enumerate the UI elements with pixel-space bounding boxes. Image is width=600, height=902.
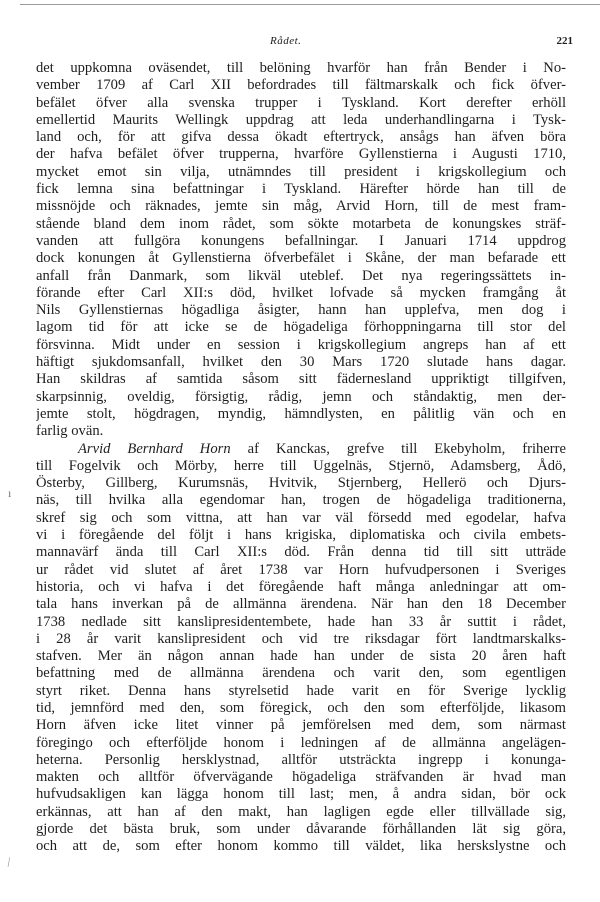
first-line-rest: af Kanckas, grefve till Ekebyholm, friherre (230, 440, 566, 457)
text-line: jemte stolt, högdragen, myndig, hämndlysten, en pålitlig vän och en (36, 405, 566, 422)
text-line: försvinna. Midt under en session i krigskollegium angreps han af ett (36, 336, 566, 353)
text-line: mannavärf ända till Carl XII:s död. Från denna tid till sitt utträde (36, 544, 566, 561)
text-line: fick lemna sina befattningar i Tyskland. Härefter hörde han till de (36, 181, 566, 198)
text-line: tala hans inverkan på de allmänna ärendena. När han den 18 December (36, 596, 566, 613)
text-line: ur rådet vid slutet af året 1738 var Horn hufvudpersonen i Sveriges (36, 561, 566, 578)
paragraph-2 (36, 441, 566, 856)
text-line: tid, jemnförd med den, som föregick, och den som efterföljde, likasom (36, 699, 566, 716)
text-line: 1738 nedlade sitt kanslipresidentembete, hade han 33 år suttit i rådet, (36, 613, 566, 630)
text-line: skarpsinnig, oveldig, försigtig, rådig, jemn och ståndaktig, men der- (36, 388, 566, 405)
text-line: Nils Gyllenstiernas högadliga åsigter, hann han upplefva, men dog i (36, 302, 566, 319)
text-line: historia, och vi hafva i det föregående haft många anledningar att om- (36, 578, 566, 595)
text-line: Han skildras af samtida såsom sitt fädernesland uppriktigt tillgifven, (36, 371, 566, 388)
paragraph-1 (36, 60, 566, 441)
margin-mark: ⁄ (4, 855, 13, 869)
top-border-rule (20, 4, 600, 5)
text-line: dock konungen åt Gyllenstierna öfverbefälet i Skåne, der man befarade ett (36, 250, 566, 267)
text-line: stafven. Mer än någon annan hade han under de sista 20 åren haft (36, 648, 566, 665)
text-line: der hafva befälet öfver trupperna, hvarföre Gyllenstierna i Augusti 1710, (36, 146, 566, 163)
text-line: land och, för att gifva dessa ökadt eftertryck, ansågs han äfven böra (36, 129, 566, 146)
text-line: befattning med de allmänna ärendena och varit den, som egentligen (36, 665, 566, 682)
text-line: anfall från Danmark, som likväl uteblef. Det nya regeringssättets in- (36, 267, 566, 284)
text-line: föregingo och efterföljde honom i ledningen af de allmänna angelägen- (36, 734, 566, 751)
text-line: vanden att fullgöra konungens befallningar. I Januari 1714 uppdrog (36, 232, 566, 249)
text-line: makten och alltför öfvervägande högadeliga sträfvanden är hvad man (36, 769, 566, 786)
text-line: till Fogelvik och Mörby, herre till Uggelnäs, Stjernö, Adamsberg, Ådö, (36, 457, 566, 474)
text-line: stående bland dem inom rådet, som sökte motarbeta de konungskes sträf- (36, 215, 566, 232)
text-line: heterna. Personlig hersklystnad, alltför utsträckta ingrepp i konunga- (36, 751, 566, 768)
margin-mark: ı (8, 486, 12, 500)
body-text (36, 60, 566, 856)
text-line: styrt riket. Denna hans styrelsetid hade varit en för Sverige lycklig (36, 682, 566, 699)
text-line: vember 1709 af Carl XII befordrades till fältmarskalk och fick öfver- (36, 77, 566, 94)
text-line: erkännas, att han af den makt, han lagligen egde eller tillvällade sig, (36, 803, 566, 820)
text-line: farlig ovän. (36, 423, 104, 440)
text-line: skref sig och som vittna, att han var väl försedd med egodelar, hafva (36, 509, 566, 526)
text-line: vi i föregående del följt i hans krigiska, diplomatiska och civila embets- (36, 527, 566, 544)
text-line: gjorde det bästa bruk, som under dåvarande förhållanden lät sig göra, (36, 821, 566, 838)
person-name: Arvid Bernhard Horn (78, 440, 231, 457)
text-line-first (36, 441, 566, 458)
text-line: emellertid Maurits Wellingk uppdrag att leda underhandlingarna i Tysk- (36, 111, 566, 128)
page-number: 221 (556, 35, 573, 47)
text-line: och att de, som efter honom kommo till väldet, lika herskslystne och (36, 838, 566, 855)
text-line: det uppkomna oväsendet, till belöning hvarför han från Bender i No- (36, 60, 566, 76)
text-line: Horn äfven icke litet vinner på jemförelsen med dem, som närmast (36, 717, 566, 734)
text-line: förande efter Carl XII:s död, hvilket lofvade så mycken framgång åt (36, 284, 566, 301)
text-line: hufvudsakligen kan lägga honom till last; men, å andra sidan, bör ock (36, 786, 566, 803)
text-line: mycket emot sin vilja, utnämndes till president i krigskollegium och (36, 163, 566, 180)
text-line: missnöjde och räknades, jemte sin måg, Arvid Horn, till de mest fram- (36, 198, 566, 215)
running-head-title: Rådet. (270, 35, 302, 47)
text-line: häftigt sjukdomsanfall, hvilket den 30 Mars 1720 slutade hans dagar. (36, 354, 566, 371)
text-line: i 28 år varit kanslipresident och vid tre riksdagar fört landtmarskalks- (36, 630, 566, 647)
text-line: befälet öfver alla svenska trupper i Tyskland. Kort derefter erhöll (36, 94, 566, 111)
text-line: Österby, Gillberg, Kurumsnäs, Hvitvik, Stjernberg, Hellerö och Djurs- (36, 475, 566, 492)
text-line: lagom tid för att icke se de högadeliga förhoppningarna till stor del (36, 319, 566, 336)
text-line: näs, till hvilka alla egendomar han, trogen de högadeliga traditionerna, (36, 492, 566, 509)
